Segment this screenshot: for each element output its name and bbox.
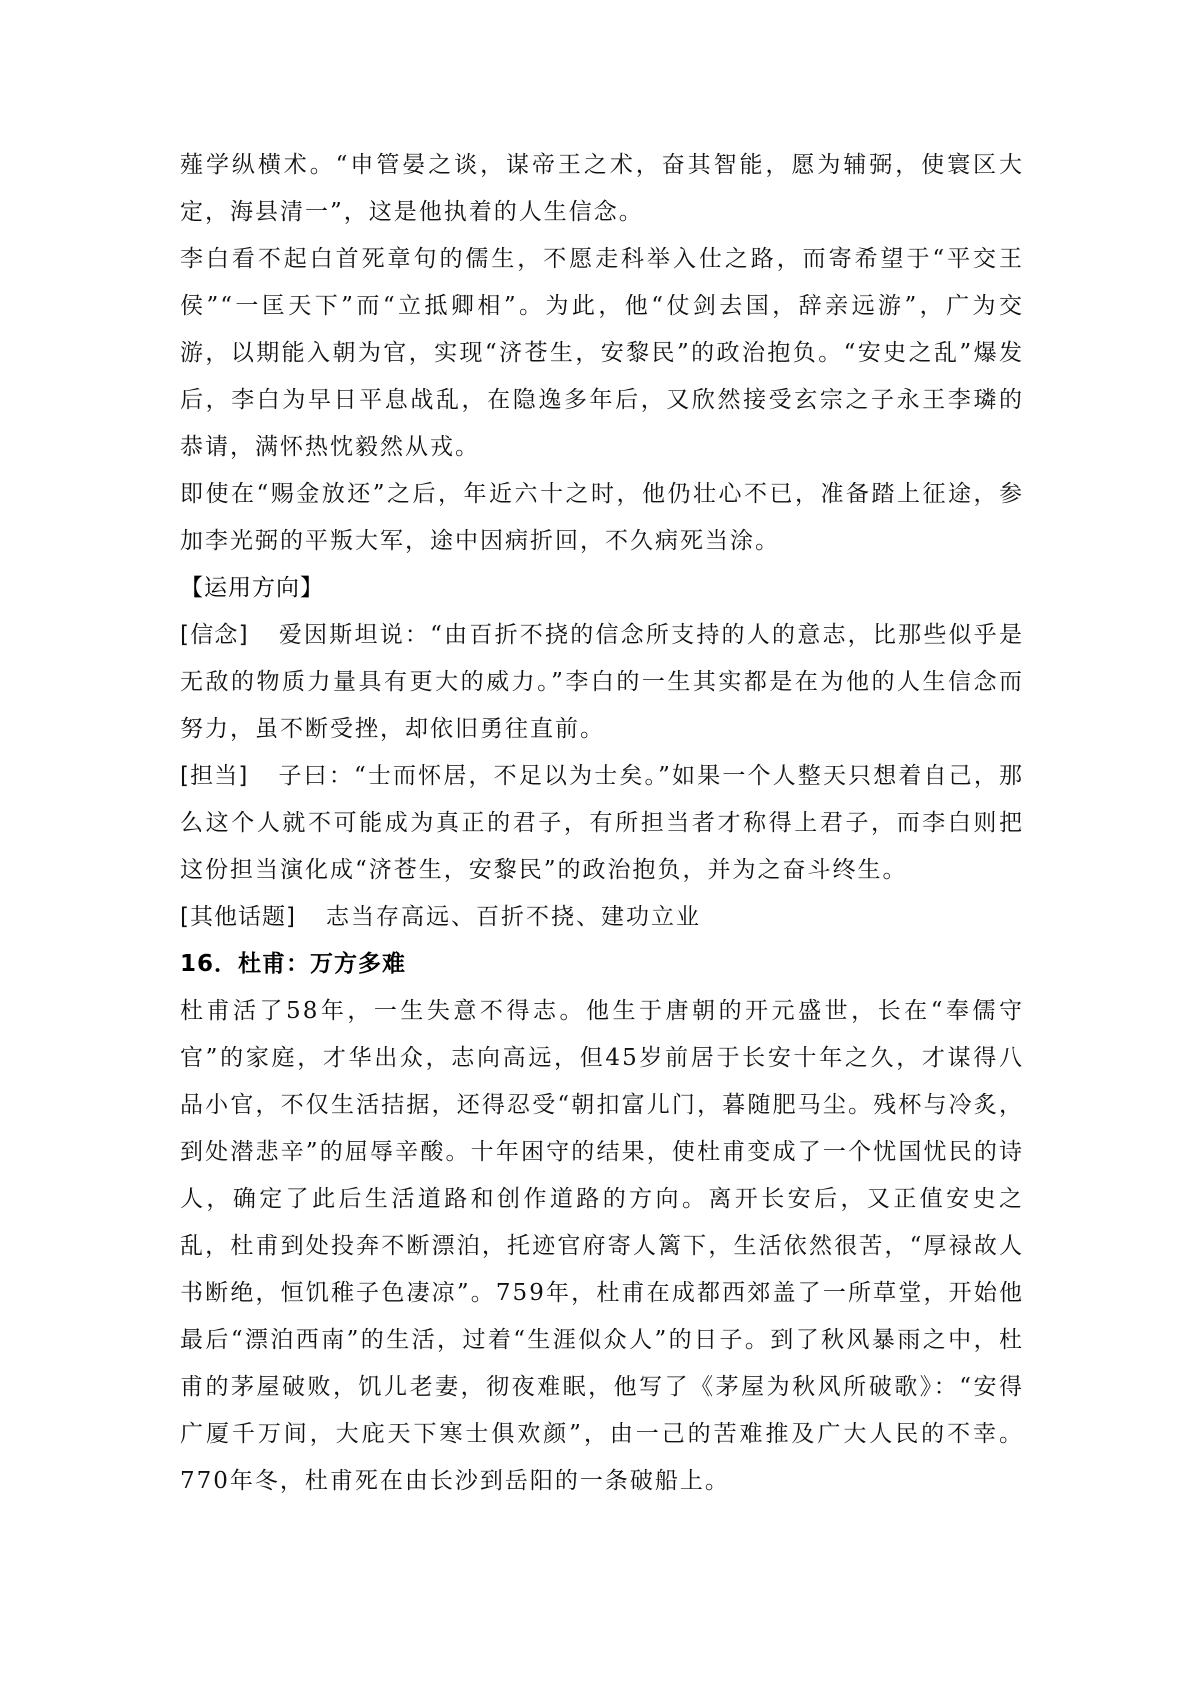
- belief-tag: [信念]: [180, 622, 249, 648]
- other-topics-text: 志当存高远、百折不挠、建功立业: [325, 904, 701, 930]
- section-heading-application: 【运用方向】: [180, 575, 324, 601]
- paragraph-libai-belief: 薤学纵横术。“申管晏之谈，谋帝王之术，奋其智能，愿为辅弼，使寰区大定，海县清一”，这是他执着的人生信念。: [180, 152, 1024, 225]
- paragraph-libai-late-years: 即使在“赐金放还”之后，年近六十之时，他仍壮心不已，准备踏上征途，参加李光弼的平叛大军，途中因病折回，不久病死当涂。: [180, 481, 1024, 554]
- document-body: [180, 142, 1024, 1505]
- paragraph-libai-ambition: 李白看不起白首死章句的儒生，不愿走科举入仕之路，而寄希望于“平交王侯”“一匡天下”而“立抵卿相”。为此，他“仗剑去国，辞亲远游”，广为交游，以期能入朝为官，实现“济苍生，安黎民”的政治抱负。“安史之乱”爆发后，李白为早日平息战乱，在隐逸多年后，又欣然接受玄宗之子永王李璘的恭请，满怀热忱毅然从戎。: [180, 246, 1024, 460]
- duty-text: 子曰：“士而怀居，不足以为士矣。”如果一个人整天只想着自己，那么这个人就不可能成为真正的君子，有所担当者才称得上君子，而李白则把这份担当演化成“济苍生，安黎民”的政治抱负，并为之奋斗终生。: [180, 763, 1024, 883]
- paragraph-belief: [180, 612, 1024, 753]
- other-topics-tag: [其他话题]: [180, 904, 296, 930]
- paragraph-other-topics: [180, 894, 1024, 941]
- paragraph-duty: [180, 753, 1024, 894]
- section-title-dufu: 16．杜甫：万方多难: [180, 951, 407, 977]
- belief-text: 爱因斯坦说：“由百折不挠的信念所支持的人的意志，比那些似乎是无敌的物质力量具有更大的威力。”李白的一生其实都是在为他的人生信念而努力，虽不断受挫，却依旧勇往直前。: [180, 622, 1024, 742]
- duty-tag: [担当]: [180, 763, 249, 789]
- paragraph-dufu-life: 杜甫活了58年，一生失意不得志。他生于唐朝的开元盛世，长在“奉儒守官”的家庭，才华出众，志向高远，但45岁前居于长安十年之久，才谋得八品小官，不仅生活拮据，还得忍受“朝扣富儿门，暮随肥马尘。残杯与冷炙，到处潜悲辛”的屈辱辛酸。十年困守的结果，使杜甫变成了一个忧国忧民的诗人，确定了此后生活道路和创作道路的方向。离开长安后，又正值安史之乱，杜甫到处投奔不断漂泊，托迹官府寄人篱下，生活依然很苦，“厚禄故人书断绝，恒饥稚子色凄凉”。759年，杜甫在成都西郊盖了一所草堂，开始他最后“漂泊西南”的生活，过着“生涯似众人”的日子。到了秋风暴雨之中，杜甫的茅屋破败，饥儿老妻，彻夜难眠，他写了《茅屋为秋风所破歌》：“安得广厦千万间，大庇天下寒士俱欢颜”，由一己的苦难推及广大人民的不幸。770年冬，杜甫死在由长沙到岳阳的一条破船上。: [180, 998, 1024, 1494]
